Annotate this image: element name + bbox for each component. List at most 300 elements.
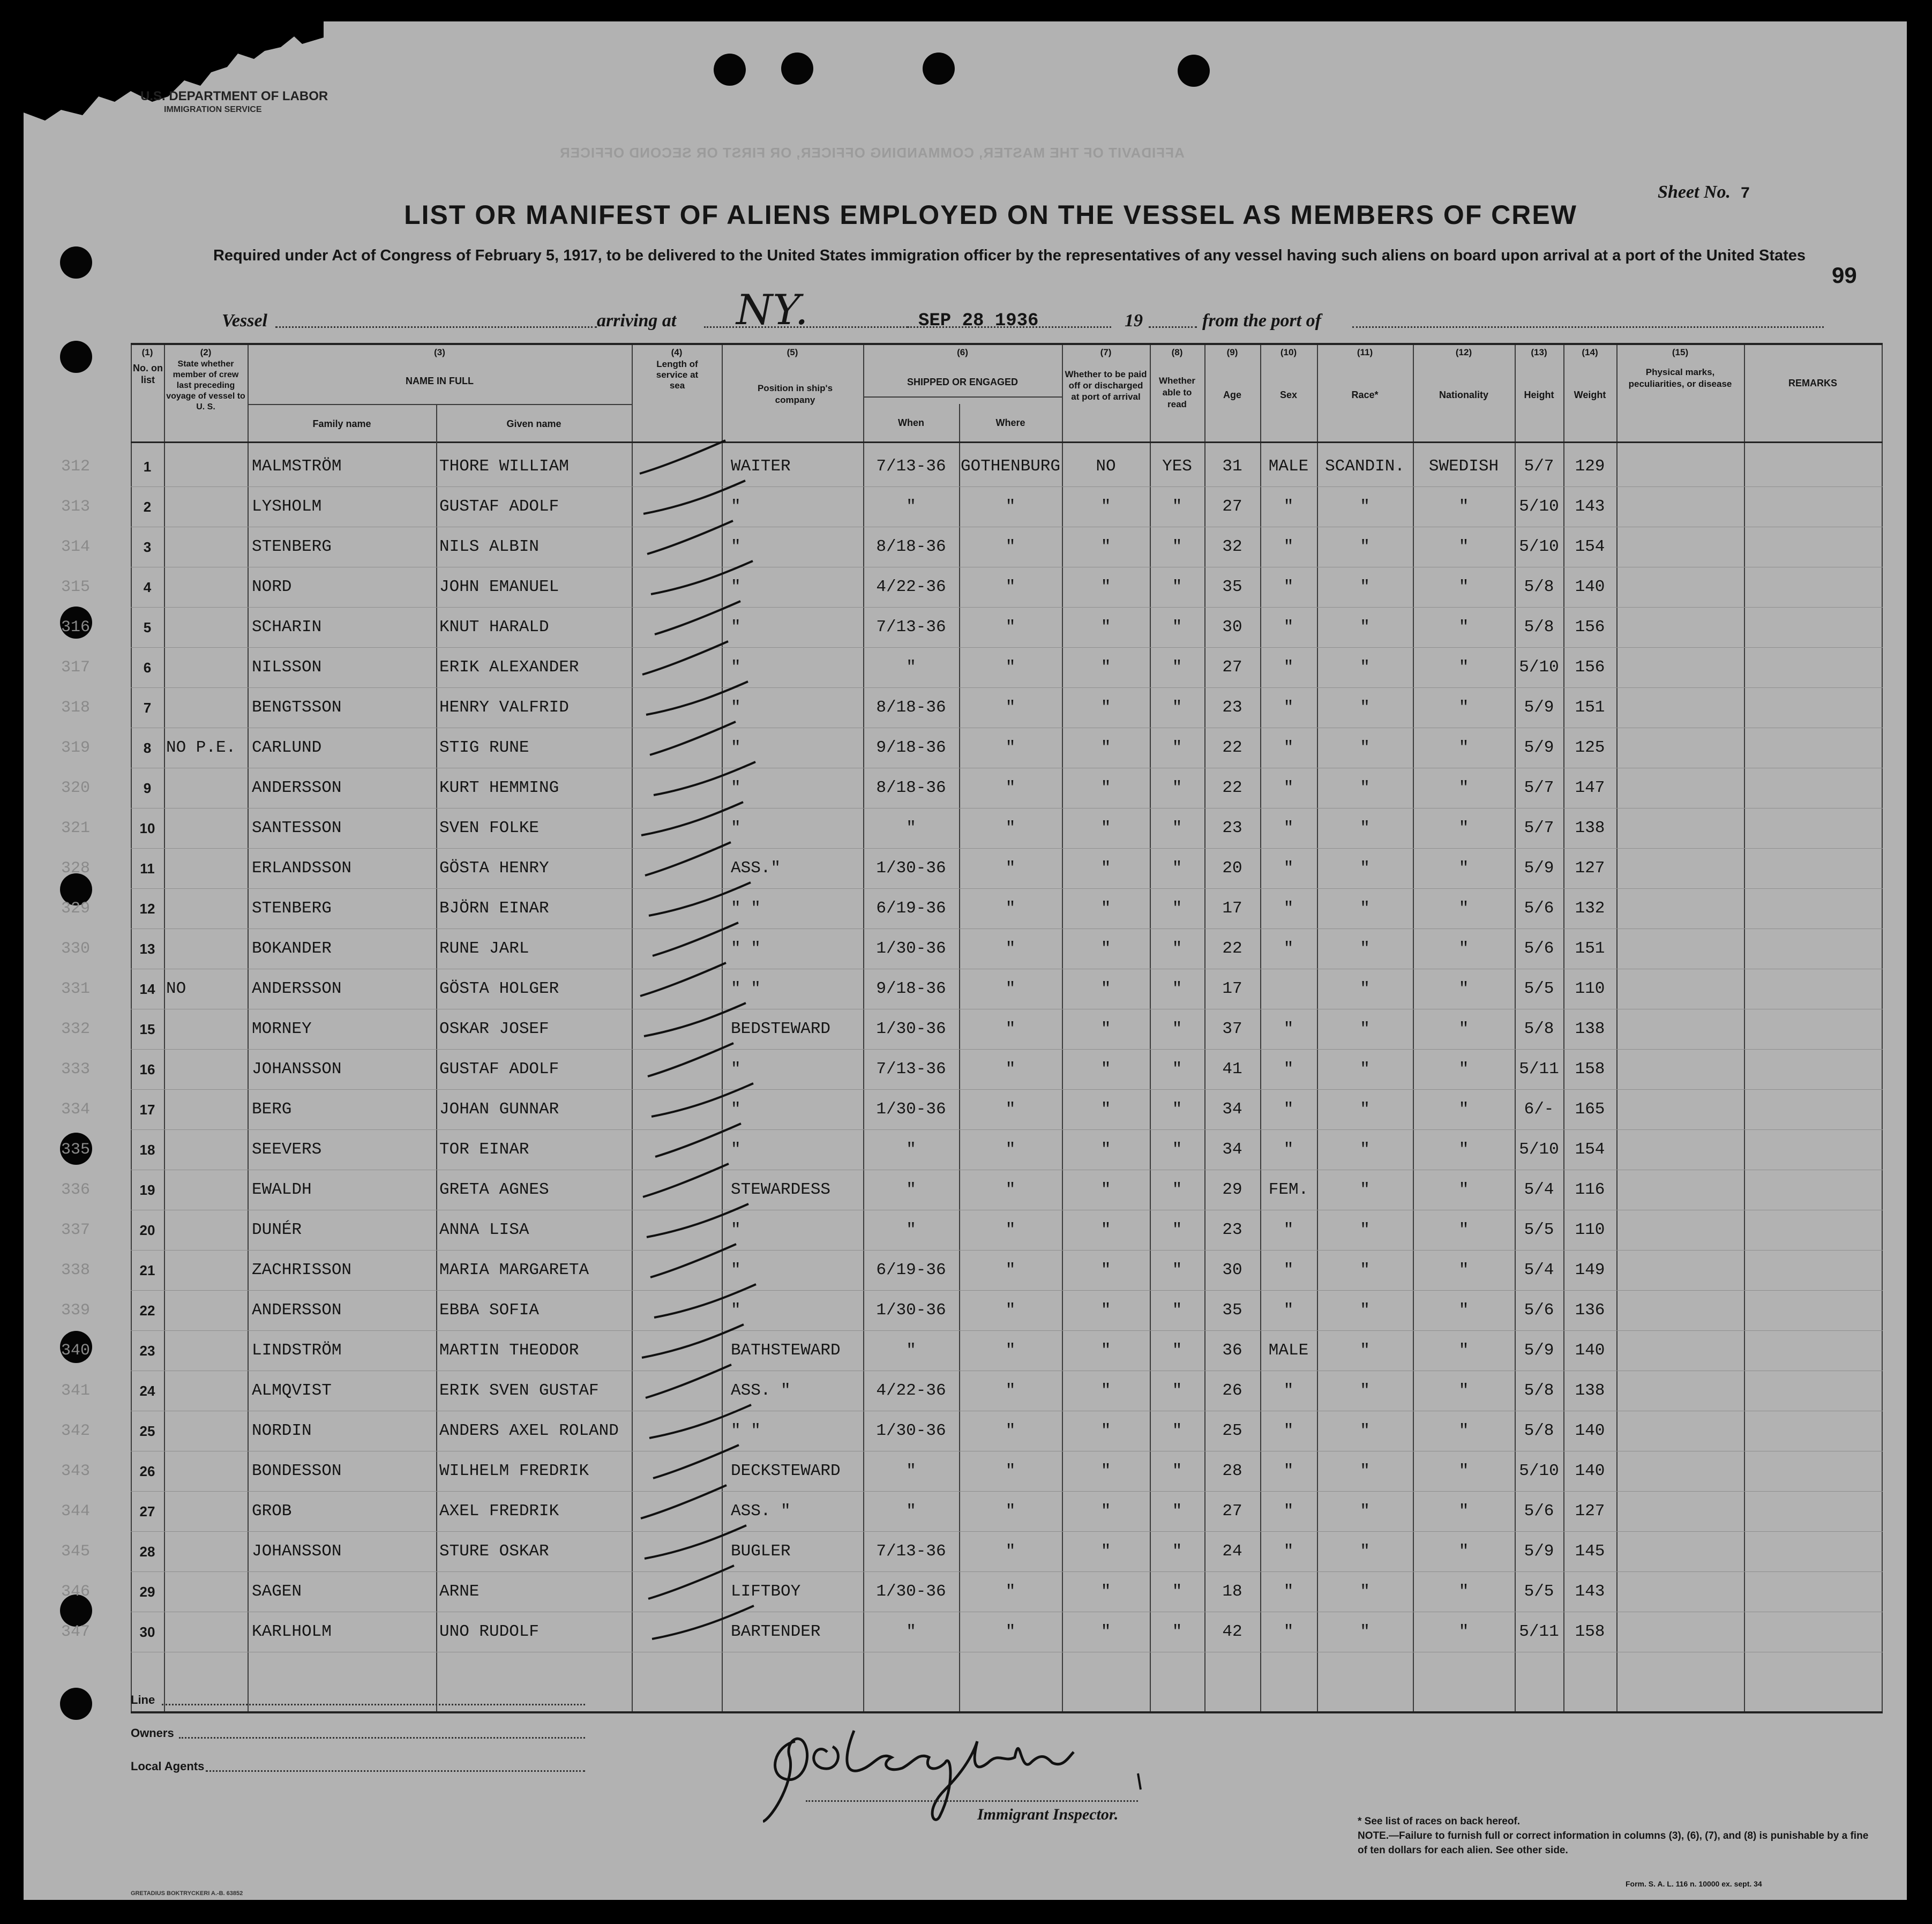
- given-name-value: TOR EINAR: [439, 1140, 529, 1159]
- signature-dots: [806, 1800, 1138, 1802]
- race-value: ": [1360, 1060, 1370, 1079]
- sex-value: ": [1283, 497, 1294, 516]
- sheet-number-label: Sheet No.: [1658, 182, 1731, 202]
- sex-value: ": [1283, 899, 1294, 918]
- able-read-value: ": [1172, 1020, 1182, 1038]
- able-read-value: ": [1172, 698, 1182, 717]
- weight-value: 145: [1575, 1542, 1605, 1561]
- line-number: 333: [61, 1060, 91, 1079]
- nationality-value: ": [1458, 1301, 1469, 1320]
- list-number: 16: [139, 1061, 155, 1077]
- shipped-where-value: ": [1005, 1381, 1016, 1400]
- header-family-name: Family name: [312, 418, 371, 429]
- paid-off-value: ": [1100, 859, 1111, 878]
- height-value: 5/6: [1524, 1301, 1554, 1320]
- position-value: ": [731, 578, 741, 596]
- list-number: 11: [140, 860, 155, 877]
- able-read-value: ": [1172, 1100, 1182, 1119]
- table-row: [61, 969, 1883, 1009]
- shipped-when-value: 4/22-36: [876, 1381, 946, 1400]
- family-name-value: ANDERSSON: [252, 979, 342, 998]
- header-physical: Physical marks, peculiarities, or disease: [1628, 367, 1732, 389]
- state-member-value: [166, 1210, 246, 1250]
- list-number: 12: [139, 901, 155, 917]
- race-value: ": [1360, 1381, 1370, 1400]
- check-mark: [634, 1601, 795, 1650]
- paid-off-value: ": [1100, 1060, 1111, 1079]
- shipped-where-value: GOTHENBURG: [960, 457, 1061, 476]
- age-value: 20: [1222, 859, 1242, 878]
- given-name-value: EBBA SOFIA: [439, 1301, 540, 1320]
- paid-off-value: ": [1100, 1301, 1111, 1320]
- col-num-10: (10): [1280, 347, 1297, 357]
- sex-value: ": [1283, 698, 1294, 717]
- nationality-value: ": [1458, 1502, 1469, 1521]
- sex-value: MALE: [1268, 457, 1309, 476]
- age-value: 31: [1222, 457, 1242, 476]
- punch-hole-top-4: [1178, 55, 1210, 87]
- family-name-value: SANTESSON: [252, 819, 342, 837]
- list-number: 26: [139, 1463, 155, 1479]
- shipped-when-value: 1/30-36: [876, 939, 946, 958]
- race-value: ": [1360, 1180, 1370, 1199]
- nationality-value: ": [1458, 497, 1469, 516]
- page-subtitle: Required under Act of Congress of February 5, 1917, to be delivered to the United States immigration officer by the representatives of any vessel having such aliens on board upon arrival at a port of the United States: [213, 247, 1806, 264]
- list-number: 22: [139, 1302, 155, 1319]
- list-number: 27: [139, 1503, 155, 1519]
- line-number: 341: [61, 1382, 91, 1400]
- position-value: BEDSTEWARD: [731, 1020, 831, 1038]
- weight-value: 151: [1575, 698, 1605, 717]
- shipped-where-value: ": [1005, 578, 1016, 596]
- line-number: 336: [61, 1181, 91, 1199]
- position-value: STEWARDESS: [731, 1180, 831, 1199]
- page-title: LIST OR MANIFEST OF ALIENS EMPLOYED ON THE VESSEL AS MEMBERS OF CREW: [404, 200, 1577, 230]
- weight-value: 110: [1575, 979, 1605, 998]
- owners-label: Owners: [131, 1726, 174, 1740]
- shipped-where-value: ": [1005, 1100, 1016, 1119]
- vessel-dots: [275, 326, 597, 328]
- family-name-value: NORD: [252, 578, 292, 596]
- weight-value: 154: [1575, 537, 1605, 556]
- printer-imprint: GRETADIUS BOKTRYCKERI A.-B. 63852: [131, 1890, 243, 1897]
- footnote-text: NOTE.—Failure to furnish full or correct information in columns (3), (6), (7), and (8) is punishable by a fine of ten dollars for each alien. See other side.: [1358, 1830, 1869, 1856]
- table-row: [61, 1130, 1883, 1170]
- race-value: ": [1360, 899, 1370, 918]
- state-member-value: [166, 849, 246, 888]
- family-name-value: ERLANDSSON: [252, 859, 352, 878]
- shipped-where-value: ": [1005, 1060, 1016, 1079]
- age-value: 34: [1222, 1100, 1242, 1119]
- nationality-value: ": [1458, 778, 1469, 797]
- col-num-2: (2): [200, 347, 212, 357]
- list-number: 17: [139, 1102, 155, 1118]
- sex-value: [1260, 969, 1317, 1009]
- list-number: 23: [139, 1343, 155, 1359]
- shipped-when-value: 7/13-36: [876, 1542, 946, 1561]
- shipped-when-value: 1/30-36: [876, 1421, 946, 1440]
- header-age: Age: [1223, 390, 1241, 400]
- year-dots: [1149, 326, 1197, 328]
- shipped-when-value: 8/18-36: [876, 537, 946, 556]
- punch-hole-top-3: [923, 53, 955, 85]
- paid-off-value: ": [1100, 1180, 1111, 1199]
- paid-off-value: ": [1100, 819, 1111, 837]
- header-when: When: [898, 417, 924, 428]
- height-value: 5/10: [1519, 658, 1559, 677]
- line-number: 320: [61, 779, 91, 797]
- height-value: 5/9: [1524, 1341, 1554, 1360]
- given-name-value: AXEL FREDRIK: [439, 1502, 559, 1521]
- height-value: 5/10: [1519, 1140, 1559, 1159]
- line-number: 340: [61, 1342, 91, 1360]
- age-value: 32: [1222, 537, 1242, 556]
- weight-value: 158: [1575, 1622, 1605, 1641]
- sex-value: ": [1283, 1502, 1294, 1521]
- list-number: 3: [143, 539, 152, 555]
- given-name-value: GUSTAF ADOLF: [439, 1060, 559, 1079]
- able-read-value: ": [1172, 1622, 1182, 1641]
- family-name-value: EWALDH: [252, 1180, 312, 1199]
- shipped-where-value: ": [1005, 618, 1016, 637]
- weight-value: 165: [1575, 1100, 1605, 1119]
- page-stamp: 99: [1832, 263, 1857, 288]
- shipped-when-value: 9/18-36: [876, 979, 946, 998]
- family-name-value: ZACHRISSON: [252, 1261, 352, 1279]
- sex-value: ": [1283, 1140, 1294, 1159]
- list-number: 10: [139, 820, 155, 836]
- paid-off-value: NO: [1096, 457, 1116, 476]
- height-value: 5/6: [1524, 899, 1554, 918]
- position-value: BUGLER: [731, 1542, 791, 1561]
- table-row: [61, 929, 1883, 969]
- given-name-value: ANDERS AXEL ROLAND: [439, 1421, 619, 1440]
- family-name-value: MORNEY: [252, 1020, 312, 1038]
- date-stamp: SEP 28 1936: [918, 311, 1039, 331]
- col-num-4: (4): [671, 347, 683, 357]
- given-name-value: GÖSTA HOLGER: [439, 979, 559, 998]
- shipped-where-value: ": [1005, 497, 1016, 516]
- year-label: 19: [1125, 311, 1143, 331]
- paid-off-value: ": [1100, 618, 1111, 637]
- height-value: 5/7: [1524, 819, 1554, 837]
- race-value: ": [1360, 1462, 1370, 1480]
- state-member-value: [166, 1251, 246, 1290]
- race-value: ": [1360, 1542, 1370, 1561]
- shipped-where-value: ": [1005, 819, 1016, 837]
- line-number: 339: [61, 1301, 91, 1320]
- paid-off-value: ": [1100, 1582, 1111, 1601]
- col-num-7: (7): [1100, 347, 1112, 357]
- shipped-where-value: ": [1005, 1341, 1016, 1360]
- nationality-value: ": [1458, 1462, 1469, 1480]
- age-value: 29: [1222, 1180, 1242, 1199]
- state-member-value: [166, 608, 246, 647]
- height-value: 5/8: [1524, 578, 1554, 596]
- able-read-value: ": [1172, 1180, 1182, 1199]
- race-value: ": [1360, 1502, 1370, 1521]
- list-number: 19: [139, 1182, 155, 1198]
- position-value: ": [731, 1221, 741, 1239]
- family-name-value: STENBERG: [252, 537, 332, 556]
- line-number: 328: [61, 859, 91, 878]
- line-number: 315: [61, 578, 91, 596]
- vessel-line: [222, 286, 1829, 334]
- height-value: 5/7: [1524, 457, 1554, 476]
- position-value: " ": [731, 939, 761, 958]
- age-value: 36: [1222, 1341, 1242, 1360]
- height-value: 5/6: [1524, 1502, 1554, 1521]
- table-row: [61, 648, 1883, 687]
- list-number: 14: [139, 981, 155, 997]
- position-value: WAITER: [731, 457, 791, 476]
- nationality-value: ": [1458, 537, 1469, 556]
- shipped-where-value: ": [1005, 1542, 1016, 1561]
- table-row: [61, 1170, 1883, 1210]
- paid-off-value: ": [1100, 979, 1111, 998]
- weight-value: 147: [1575, 778, 1605, 797]
- header-where: Where: [995, 417, 1025, 428]
- family-name-value: SCHARIN: [252, 618, 322, 637]
- given-name-value: HENRY VALFRID: [439, 698, 569, 717]
- given-name-value: MARIA MARGARETA: [439, 1261, 589, 1279]
- manifest-sheet: [24, 21, 1907, 1900]
- paid-off-value: ": [1100, 1542, 1111, 1561]
- weight-value: 151: [1575, 939, 1605, 958]
- table-row: [61, 1451, 1883, 1491]
- weight-value: 127: [1575, 859, 1605, 878]
- position-value: BATHSTEWARD: [731, 1341, 841, 1360]
- position-value: ": [731, 778, 741, 797]
- sex-value: ": [1283, 738, 1294, 757]
- race-value: ": [1360, 1140, 1370, 1159]
- list-number: 8: [143, 740, 152, 756]
- able-read-value: ": [1172, 1502, 1182, 1521]
- race-value: ": [1360, 778, 1370, 797]
- header-name-in-full: NAME IN FULL: [406, 376, 474, 386]
- state-member-value: [166, 1090, 246, 1129]
- shipped-where-value: ": [1005, 1582, 1016, 1601]
- height-value: 5/8: [1524, 1020, 1554, 1038]
- family-name-value: KARLHOLM: [252, 1622, 332, 1641]
- nationality-value: ": [1458, 658, 1469, 677]
- line-number: 342: [61, 1422, 91, 1440]
- shipped-where-value: ": [1005, 899, 1016, 918]
- race-value: ": [1360, 939, 1370, 958]
- list-number: 5: [143, 619, 152, 635]
- table-row: [61, 567, 1883, 607]
- height-value: 6/-: [1524, 1100, 1554, 1119]
- table-row: [61, 728, 1883, 768]
- paid-off-value: ": [1100, 778, 1111, 797]
- paid-off-value: ": [1100, 738, 1111, 757]
- height-value: 5/5: [1524, 979, 1554, 998]
- list-number: 30: [139, 1624, 155, 1640]
- weight-value: 138: [1575, 819, 1605, 837]
- header-given-name: Given name: [506, 418, 561, 429]
- race-value: ": [1360, 859, 1370, 878]
- shipped-when-value: ": [906, 1180, 916, 1199]
- family-name-value: SAGEN: [252, 1582, 302, 1601]
- list-number: 18: [139, 1142, 155, 1158]
- sex-value: ": [1283, 1301, 1294, 1320]
- able-read-value: ": [1172, 658, 1182, 677]
- state-member-value: [166, 487, 246, 527]
- line-number: 316: [61, 618, 91, 637]
- table-row: [61, 1612, 1883, 1652]
- shipped-when-value: 7/13-36: [876, 1060, 946, 1079]
- footnote-star: * See list of races on back hereof.: [1358, 1816, 1521, 1827]
- sex-value: ": [1283, 1060, 1294, 1079]
- line-number: 335: [61, 1141, 91, 1159]
- nationality-value: ": [1458, 1060, 1469, 1079]
- shipped-where-value: ": [1005, 1421, 1016, 1440]
- header-position: Position in ship's company: [757, 383, 833, 405]
- shipped-where-value: ": [1005, 1180, 1016, 1199]
- table-row: [61, 1411, 1883, 1451]
- position-value: ": [731, 819, 741, 837]
- state-member-value: [166, 808, 246, 848]
- line-number: 312: [61, 458, 91, 476]
- shipped-when-value: ": [906, 658, 916, 677]
- able-read-value: ": [1172, 1381, 1182, 1400]
- sex-value: FEM.: [1268, 1180, 1309, 1199]
- able-read-value: ": [1172, 1301, 1182, 1320]
- position-value: " ": [731, 1421, 761, 1440]
- family-name-value: SEEVERS: [252, 1140, 322, 1159]
- state-member-value: [166, 1411, 246, 1451]
- list-number: 21: [139, 1262, 155, 1278]
- port-dots: [1352, 326, 1824, 328]
- age-value: 17: [1222, 979, 1242, 998]
- shipped-when-value: 1/30-36: [876, 1582, 946, 1601]
- able-read-value: ": [1172, 778, 1182, 797]
- given-name-value: GÖSTA HENRY: [439, 859, 549, 878]
- age-value: 35: [1222, 1301, 1242, 1320]
- arriving-label: arriving at: [597, 311, 677, 331]
- state-member-value: NO P.E.: [166, 738, 236, 757]
- family-name-value: NORDIN: [252, 1421, 312, 1440]
- height-value: 5/10: [1519, 497, 1559, 516]
- table-row: [61, 889, 1883, 929]
- list-number: 1: [143, 459, 152, 475]
- given-name-value: THORE WILLIAM: [439, 457, 569, 476]
- height-value: 5/9: [1524, 738, 1554, 757]
- age-value: 35: [1222, 578, 1242, 596]
- local-agents-label: Local Agents: [131, 1760, 205, 1773]
- header-no-on-list: No. on list: [133, 363, 163, 385]
- sex-value: ": [1283, 819, 1294, 837]
- list-number: 28: [139, 1544, 155, 1560]
- line-number: 319: [61, 739, 91, 757]
- race-value: ": [1360, 1020, 1370, 1038]
- table-row: [61, 1009, 1883, 1049]
- given-name-value: UNO RUDOLF: [439, 1622, 540, 1641]
- list-number: 13: [139, 941, 155, 957]
- race-value: ": [1360, 658, 1370, 677]
- list-number: 4: [143, 579, 152, 595]
- height-value: 5/9: [1524, 859, 1554, 878]
- race-value: ": [1360, 1301, 1370, 1320]
- header-sex: Sex: [1279, 390, 1298, 400]
- shipped-when-value: ": [906, 1502, 916, 1521]
- family-name-value: GROB: [252, 1502, 292, 1521]
- able-read-value: ": [1172, 859, 1182, 878]
- height-value: 5/5: [1524, 1582, 1554, 1601]
- able-read-value: ": [1172, 618, 1182, 637]
- height-value: 5/9: [1524, 698, 1554, 717]
- paid-off-value: ": [1100, 1341, 1111, 1360]
- paid-off-value: ": [1100, 1381, 1111, 1400]
- age-value: 22: [1222, 939, 1242, 958]
- col-num-15: (15): [1672, 347, 1689, 357]
- department-name: U.S. DEPARTMENT OF LABOR: [140, 89, 328, 103]
- nationality-value: ": [1458, 819, 1469, 837]
- weight-value: 140: [1575, 578, 1605, 596]
- family-name-value: JOHANSSON: [252, 1060, 342, 1079]
- sex-value: ": [1283, 1381, 1294, 1400]
- table-row: [61, 849, 1883, 888]
- shipped-when-value: ": [906, 497, 916, 516]
- header-able-read: Whether able to read: [1159, 376, 1195, 409]
- line-number: 344: [61, 1502, 91, 1521]
- shipped-where-value: ": [1005, 1221, 1016, 1239]
- list-number: 2: [143, 499, 152, 515]
- paid-off-value: ": [1100, 1502, 1111, 1521]
- sex-value: MALE: [1268, 1341, 1309, 1360]
- shipped-when-value: 8/18-36: [876, 698, 946, 717]
- line-number: 313: [61, 498, 91, 516]
- weight-value: 158: [1575, 1060, 1605, 1079]
- shipped-when-value: ": [906, 1622, 916, 1641]
- nationality-value: ": [1458, 1421, 1469, 1440]
- table-row: [61, 1371, 1883, 1411]
- family-name-value: ANDERSSON: [252, 778, 342, 797]
- shipped-where-value: ": [1005, 1020, 1016, 1038]
- sex-value: ": [1283, 618, 1294, 637]
- sex-value: ": [1283, 1020, 1294, 1038]
- shipped-where-value: ": [1005, 939, 1016, 958]
- shipped-where-value: ": [1005, 979, 1016, 998]
- table-row: [61, 1050, 1883, 1089]
- age-value: 27: [1222, 1502, 1242, 1521]
- punch-hole-top-1: [714, 54, 746, 86]
- state-member-value: [166, 1371, 246, 1411]
- table-row: [61, 527, 1883, 567]
- shipped-when-value: 1/30-36: [876, 1100, 946, 1119]
- given-name-value: JOHN EMANUEL: [439, 578, 559, 596]
- sex-value: ": [1283, 537, 1294, 556]
- age-value: 30: [1222, 1261, 1242, 1279]
- state-member-value: [166, 527, 246, 567]
- position-value: ": [731, 497, 741, 516]
- able-read-value: ": [1172, 1341, 1182, 1360]
- able-read-value: ": [1172, 1462, 1182, 1480]
- shipped-where-value: ": [1005, 1502, 1016, 1521]
- nationality-value: ": [1458, 1341, 1469, 1360]
- table-row: [61, 768, 1883, 808]
- line-label: Line: [131, 1693, 155, 1706]
- state-member-value: [166, 1572, 246, 1612]
- weight-value: 154: [1575, 1140, 1605, 1159]
- col-num-1: (1): [141, 347, 153, 357]
- paid-off-value: ": [1100, 578, 1111, 596]
- position-value: ": [731, 1140, 741, 1159]
- line-number: 345: [61, 1543, 91, 1561]
- col-num-8: (8): [1171, 347, 1183, 357]
- race-value: ": [1360, 497, 1370, 516]
- weight-value: 143: [1575, 497, 1605, 516]
